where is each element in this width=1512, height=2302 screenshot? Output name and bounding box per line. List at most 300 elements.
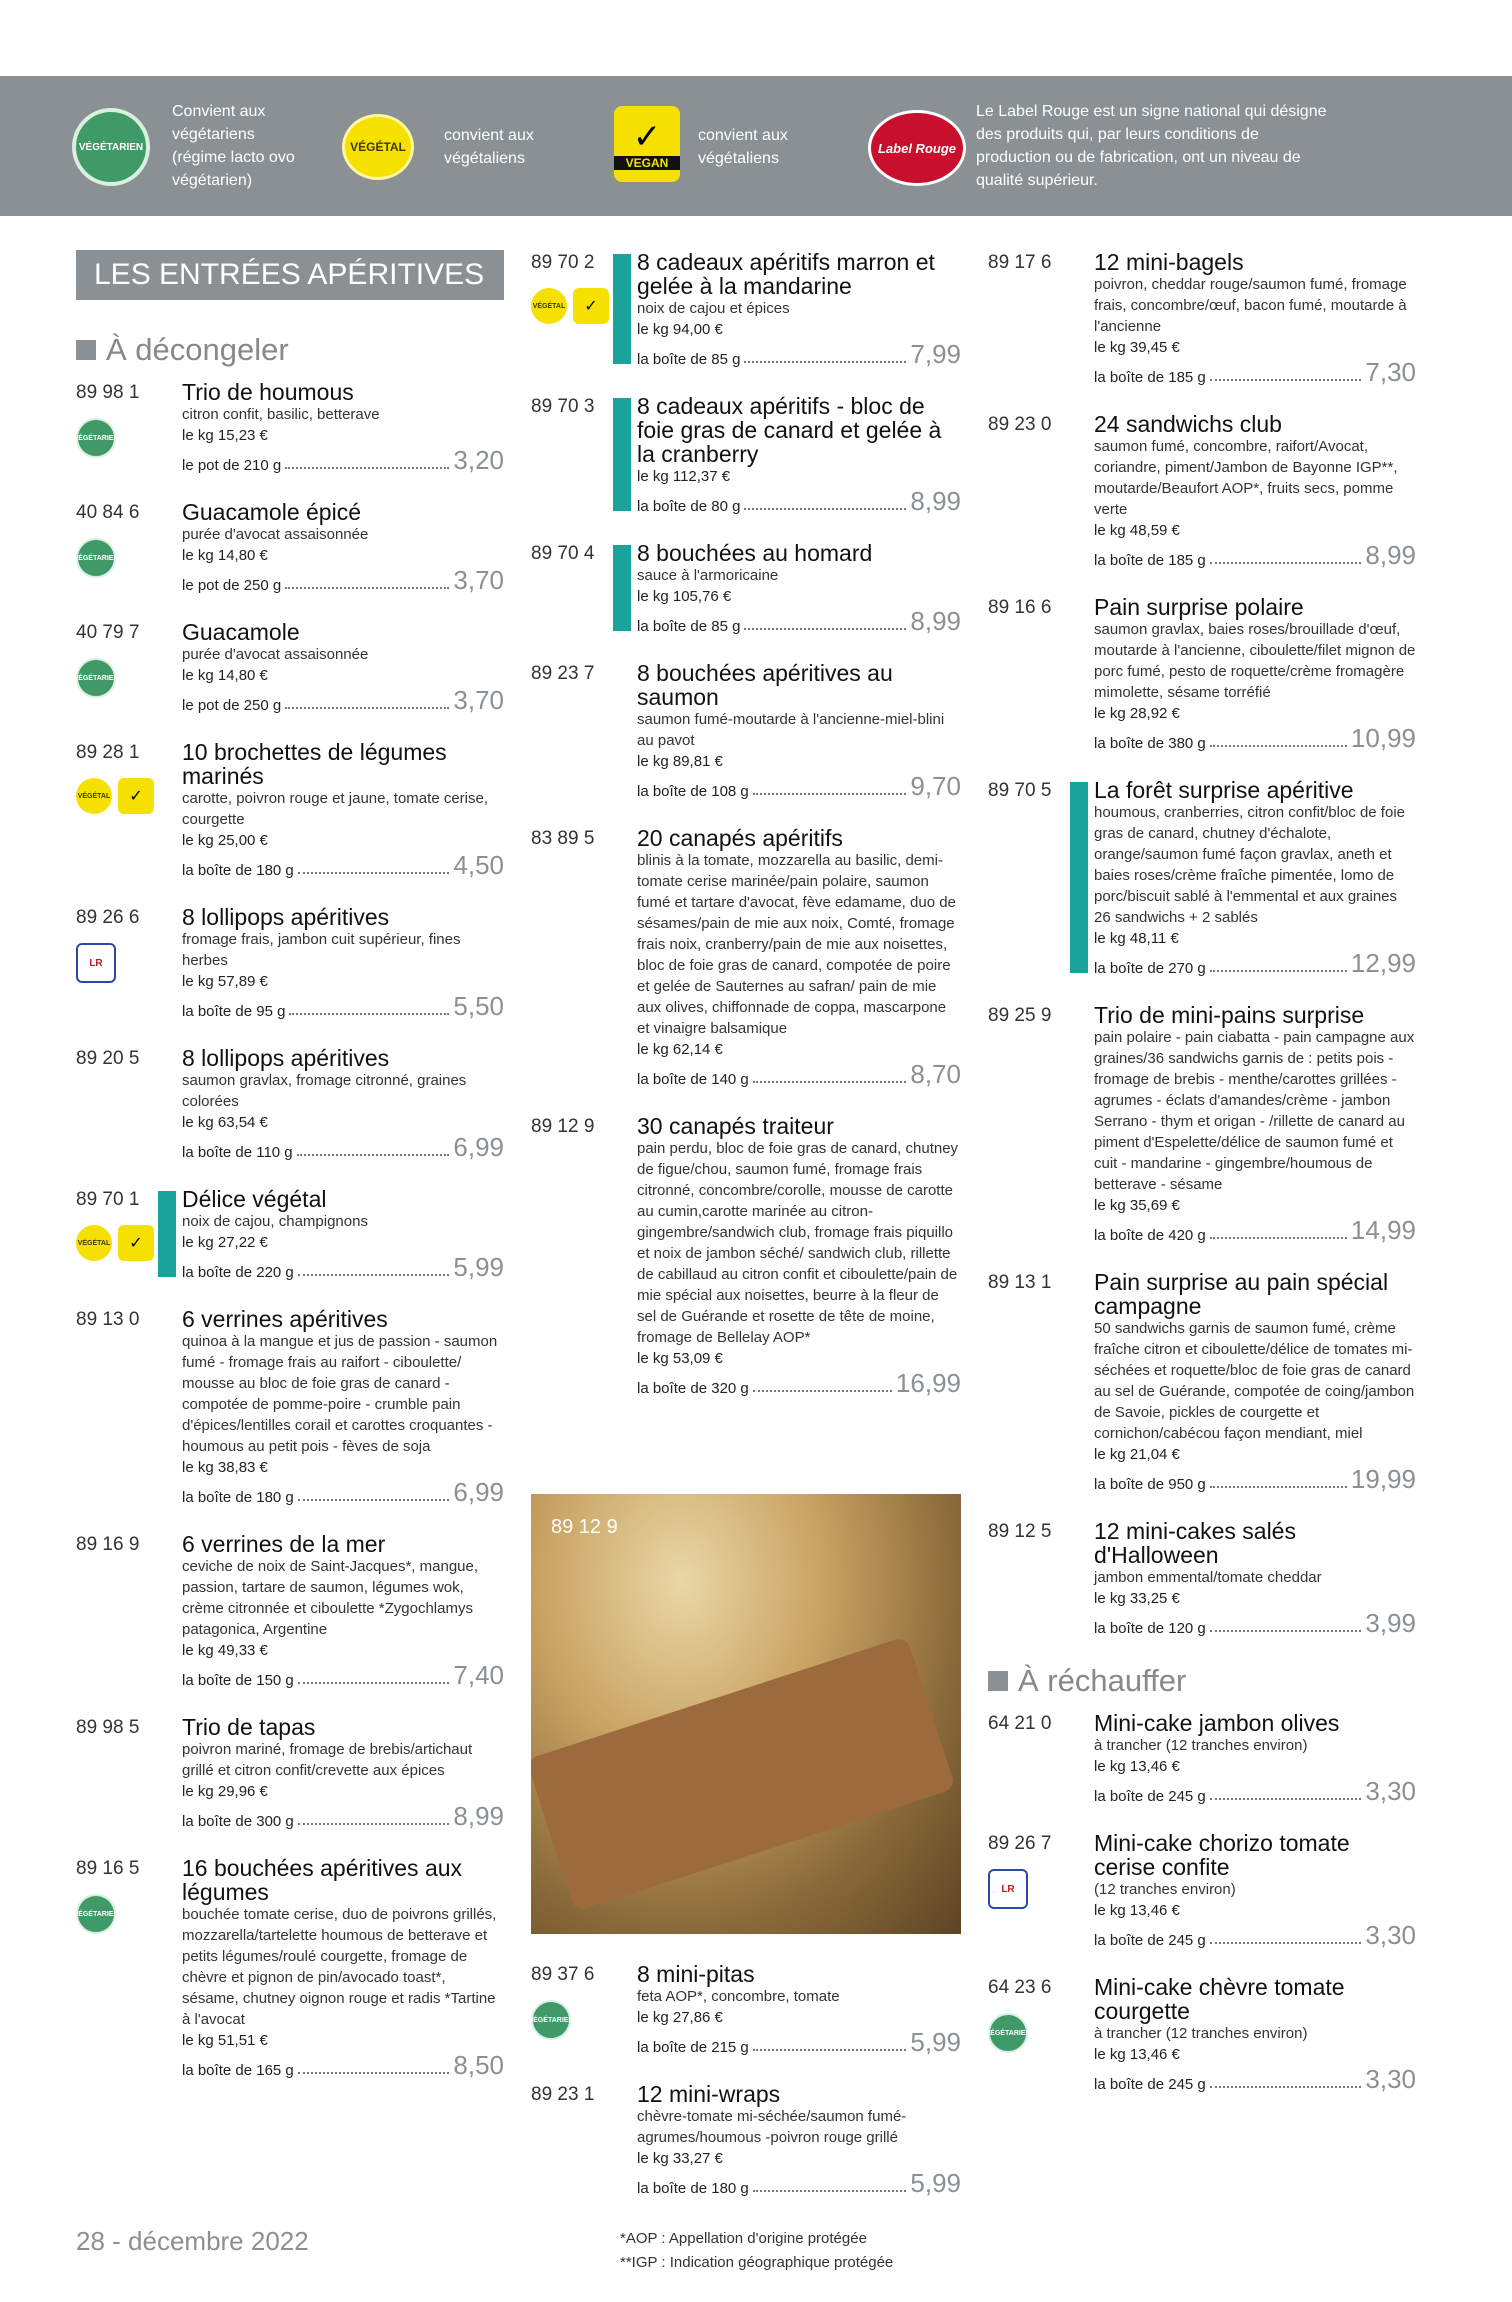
product-item — [988, 1003, 1416, 1244]
product-description: fromage frais, jambon cuit supérieur, fines herbes — [182, 931, 461, 969]
leader-dots — [1210, 379, 1362, 381]
product-price: 4,50 — [453, 850, 504, 880]
price-line — [182, 1133, 504, 1161]
product-price: 5,99 — [453, 1252, 504, 1282]
price-line — [637, 340, 961, 368]
unit-label: la boîte de 140 g — [637, 1071, 749, 1088]
leader-dots — [1210, 1942, 1362, 1944]
product-description: pain polaire - pain ciabatta - pain campagne aux graines/36 sandwichs garnis de : petits pois - fromage de brebis - menthe/carottes grillées - agrumes - éclats d'amandes/crème - jambon Serrano - thym et origan - /rillette de canard au piment d'Espelette/délice de saumon fumé et cuit - mandarine - gingembre/houmous de betterave - sésame — [1094, 1029, 1415, 1193]
leader-dots — [1210, 970, 1347, 972]
product-price: 6,99 — [453, 1477, 504, 1507]
product-title: 8 mini-pitas — [637, 1961, 755, 1987]
product-code: 89 70 1 — [76, 1189, 140, 1210]
product-title: Mini-cake chorizo tomate cerise confite — [1094, 1830, 1350, 1880]
product-description: carotte, poivron rouge et jaune, tomate cerise, courgette — [182, 790, 489, 828]
price-per-kg: le kg 51,51 € — [182, 2032, 268, 2049]
product-item — [988, 1711, 1416, 1805]
product-item — [76, 740, 504, 879]
leader-dots — [1210, 2086, 1362, 2088]
product-code: 89 16 6 — [988, 597, 1052, 618]
product-description: feta AOP*, concombre, tomate — [637, 1988, 840, 2005]
product-code: 89 12 5 — [988, 1521, 1052, 1542]
unit-label: la boîte de 80 g — [637, 498, 741, 515]
diet-icons — [73, 418, 119, 458]
leader-dots — [753, 1390, 892, 1392]
vegetarien-text: Convient aux végétariens (régime lacto ovo végétarien) — [172, 103, 295, 189]
price-line — [182, 1253, 504, 1281]
subsection-decongeler: À décongeler — [76, 332, 504, 368]
leader-dots — [753, 2190, 907, 2192]
leader-dots — [298, 872, 450, 874]
unit-label: la boîte de 950 g — [1094, 1476, 1206, 1493]
product-price: 6,99 — [453, 1132, 504, 1162]
product-item — [531, 2082, 961, 2197]
product-code: 89 26 7 — [988, 1833, 1052, 1854]
footnote-igp: **IGP : Indication géographique protégée — [620, 2254, 894, 2271]
product-list — [73, 379, 504, 2080]
product-code: 89 13 1 — [988, 1272, 1052, 1293]
product-price: 14,99 — [1350, 1215, 1416, 1245]
vegetarien-badge-icon: VÉGÉTARIEN — [72, 108, 150, 186]
price-per-kg: le kg 35,69 € — [1094, 1197, 1180, 1214]
price-per-kg: le kg 38,83 € — [182, 1459, 268, 1476]
leader-dots — [744, 361, 906, 363]
unit-label: la boîte de 110 g — [182, 1144, 293, 1161]
price-per-kg: le kg 39,45 € — [1094, 339, 1180, 356]
product-price: 8,99 — [910, 606, 961, 636]
vegetarien-icon: VÉGÉTARIEN — [76, 658, 116, 698]
product-title: Mini-cake jambon olives — [1094, 1710, 1340, 1736]
diet-icons — [76, 943, 116, 983]
product-item — [73, 379, 504, 475]
product-code: 89 26 6 — [76, 907, 140, 928]
vegan-icon: ✓ — [118, 1225, 154, 1261]
price-line — [1094, 1465, 1416, 1493]
product-item — [73, 499, 504, 595]
price-per-kg: le kg 105,76 € — [637, 588, 732, 605]
product-title: Mini-cake chèvre tomate courgette — [1094, 1974, 1345, 2024]
product-title: 8 bouchées apéritives au saumon — [637, 660, 893, 710]
product-title: 6 verrines apéritives — [182, 1306, 388, 1332]
product-price: 9,70 — [910, 771, 961, 801]
leader-dots — [298, 1682, 450, 1684]
price-per-kg: le kg 53,09 € — [637, 1350, 723, 1367]
leader-dots — [1210, 1798, 1362, 1800]
unit-label: la boîte de 150 g — [182, 1672, 294, 1689]
product-title: 12 mini-wraps — [637, 2081, 781, 2107]
price-line — [1094, 541, 1416, 569]
price-line — [182, 566, 504, 594]
product-code: 89 16 5 — [76, 1858, 140, 1879]
product-item — [531, 394, 961, 515]
product-code: 89 23 1 — [531, 2084, 595, 2105]
product-code: 64 21 0 — [988, 1713, 1052, 1734]
price-line — [182, 851, 504, 879]
product-title: 8 bouchées au homard — [637, 540, 873, 566]
product-item — [76, 1187, 504, 1281]
diet-icons — [73, 1894, 119, 1934]
price-per-kg: le kg 33,27 € — [637, 2150, 723, 2167]
unit-label: la boîte de 185 g — [1094, 552, 1206, 569]
product-item — [985, 1974, 1416, 2094]
product-description: quinoa à la mangue et jus de passion - saumon fumé - fromage frais au raifort - ciboulette/ mousse au bloc de foie gras de canard - compotée de pomme-poire - crumble pain d'épices/lentilles corail et carottes croquantes - houmous au petit pois - fèves de soja — [182, 1333, 498, 1455]
product-item — [531, 661, 961, 800]
product-code: 89 12 9 — [531, 1116, 595, 1137]
product-price: 10,99 — [1350, 723, 1416, 753]
price-line — [1094, 1921, 1416, 1949]
product-price: 3,99 — [1365, 1608, 1416, 1638]
vegetal-text: convient aux végétaliens — [444, 127, 534, 167]
product-title: 12 mini-cakes salés d'Halloween — [1094, 1518, 1296, 1568]
unit-label: le pot de 210 g — [182, 457, 282, 474]
product-description: jambon emmental/tomate cheddar — [1094, 1569, 1322, 1586]
product-title: 12 mini-bagels — [1094, 249, 1244, 275]
product-item — [988, 1519, 1416, 1637]
diet-icons — [73, 538, 119, 578]
leader-dots — [289, 1013, 449, 1015]
price-per-kg: le kg 62,14 € — [637, 1041, 723, 1058]
product-code: 89 28 1 — [76, 742, 140, 763]
column-3 — [985, 249, 1416, 2119]
leader-dots — [298, 1499, 450, 1501]
product-title: 20 canapés apéritifs — [637, 825, 843, 851]
product-item — [988, 1270, 1416, 1493]
product-description: purée d'avocat assaisonnée — [182, 526, 369, 543]
price-per-kg: le kg 14,80 € — [182, 667, 268, 684]
price-per-kg: le kg 57,89 € — [182, 973, 268, 990]
unit-label: la boîte de 215 g — [637, 2039, 749, 2056]
product-price: 3,70 — [453, 685, 504, 715]
product-description: saumon fumé-moutarde à l'ancienne-miel-blini au pavot — [637, 711, 945, 749]
price-line — [182, 1661, 504, 1689]
product-code: 89 23 0 — [988, 414, 1052, 435]
product-item — [988, 595, 1416, 752]
product-code: 89 25 9 — [988, 1005, 1052, 1026]
product-title: 6 verrines de la mer — [182, 1531, 386, 1557]
price-line — [1094, 2065, 1416, 2093]
price-line — [637, 2028, 961, 2056]
unit-label: la boîte de 180 g — [637, 2180, 749, 2197]
product-title: Guacamole — [182, 619, 300, 645]
leader-dots — [285, 587, 449, 589]
product-description: noix de cajou, champignons — [182, 1213, 368, 1230]
product-price: 7,30 — [1365, 357, 1416, 387]
unit-label: la boîte de 320 g — [637, 1380, 749, 1397]
product-code: 89 70 3 — [531, 396, 595, 417]
product-price: 8,70 — [910, 1059, 961, 1089]
vegan-icon: ✓ — [573, 288, 609, 324]
unit-label: le pot de 250 g — [182, 577, 282, 594]
vegan-badge-icon: ✓ VEGAN — [614, 106, 680, 182]
photo-code: 89 12 9 — [551, 1516, 618, 1538]
product-code: 89 70 2 — [531, 252, 595, 273]
diet-icons — [76, 1225, 154, 1261]
product-list — [528, 1961, 961, 2198]
unit-label: la boîte de 380 g — [1094, 735, 1206, 752]
unit-label: la boîte de 300 g — [182, 1813, 294, 1830]
vegetarien-icon: VÉGÉTARIEN — [76, 538, 116, 578]
price-per-kg: le kg 15,23 € — [182, 427, 268, 444]
product-code: 83 89 5 — [531, 828, 595, 849]
price-per-kg: le kg 112,37 € — [637, 468, 731, 485]
product-price: 3,30 — [1365, 1776, 1416, 1806]
product-photo — [531, 1494, 961, 1934]
product-description: ceviche de noix de Saint-Jacques*, mangue, passion, tartare de saumon, légumes wok, crème citronnée et ciboulette *Zygochlamys patagonica, Argentine — [182, 1558, 479, 1638]
price-per-kg: le kg 21,04 € — [1094, 1446, 1180, 1463]
product-code: 40 84 6 — [76, 502, 140, 523]
price-line — [1094, 724, 1416, 752]
product-title: Trio de houmous — [182, 379, 354, 405]
unit-label: la boîte de 165 g — [182, 2062, 294, 2079]
price-per-kg: le kg 14,80 € — [182, 547, 268, 564]
product-item — [988, 778, 1416, 977]
product-item — [988, 1831, 1416, 1949]
product-item — [531, 1114, 961, 1397]
subsection-rechauffer: À réchauffer — [988, 1663, 1416, 1699]
product-title: Pain surprise polaire — [1094, 594, 1304, 620]
product-title: La forêt surprise apéritive — [1094, 777, 1354, 803]
product-code: 89 17 6 — [988, 252, 1052, 273]
leader-dots — [1210, 745, 1347, 747]
product-description: purée d'avocat assaisonnée — [182, 646, 369, 663]
product-item — [76, 1532, 504, 1689]
price-per-kg: le kg 33,25 € — [1094, 1590, 1180, 1607]
leader-dots — [753, 793, 907, 795]
product-title: Délice végétal — [182, 1186, 327, 1212]
product-price: 5,99 — [910, 2168, 961, 2198]
product-price: 8,50 — [453, 2050, 504, 2080]
product-title: 16 bouchées apéritives aux légumes — [182, 1855, 463, 1905]
unit-label: la boîte de 185 g — [1094, 369, 1206, 386]
vegetal-icon: VÉGÉTAL — [531, 288, 567, 324]
price-line — [637, 1369, 961, 1397]
product-item — [528, 1961, 961, 2057]
product-title: 8 lollipops apéritives — [182, 1045, 390, 1071]
unit-label: la boîte de 85 g — [637, 618, 741, 635]
diet-icons — [531, 288, 609, 324]
product-code: 40 79 7 — [76, 622, 140, 643]
vegetarien-icon: VÉGÉTARIEN — [76, 1894, 116, 1934]
vegan-text: convient aux végétaliens — [698, 127, 788, 167]
diet-icons — [76, 778, 154, 814]
price-line — [637, 1060, 961, 1088]
product-list — [988, 250, 1416, 1637]
product-price: 12,99 — [1350, 948, 1416, 978]
unit-label: la boîte de 220 g — [182, 1264, 294, 1281]
price-per-kg: le kg 94,00 € — [637, 321, 723, 338]
leader-dots — [297, 1154, 450, 1156]
product-price: 7,40 — [453, 1660, 504, 1690]
product-description: houmous, cranberries, citron confit/bloc de foie gras de canard, chutney d'échalote, orange/saumon fumé façon gravlax, aneth et baies roses/crème fraîche pimentée, lomo de porc/biscuit sablé à l'emmental et aux graines 26 sandwichs + 2 sablés — [1094, 804, 1405, 926]
product-code: 89 13 0 — [76, 1309, 140, 1330]
product-price: 3,20 — [453, 445, 504, 475]
column-1 — [73, 250, 504, 2105]
section-title: LES ENTRÉES APÉRITIVES — [76, 250, 504, 300]
product-description: poivron, cheddar rouge/saumon fumé, fromage frais, concombre/œuf, bacon fumé, moutarde à l'ancienne — [1094, 276, 1407, 335]
leader-dots — [1210, 1486, 1347, 1488]
product-title: 10 brochettes de légumes marinés — [182, 739, 447, 789]
product-title: 24 sandwichs club — [1094, 411, 1282, 437]
product-description: sauce à l'armoricaine — [637, 567, 779, 584]
product-code: 89 98 5 — [76, 1717, 140, 1738]
vegetarien-icon: VÉGÉTARIEN — [988, 2013, 1028, 2053]
leader-dots — [744, 508, 906, 510]
leader-dots — [285, 707, 449, 709]
price-per-kg: le kg 89,81 € — [637, 753, 723, 770]
price-per-kg: le kg 25,00 € — [182, 832, 268, 849]
unit-label: la boîte de 270 g — [1094, 960, 1206, 977]
leader-dots — [298, 1274, 450, 1276]
product-code: 89 70 4 — [531, 543, 595, 564]
price-line — [1094, 949, 1416, 977]
product-title: 8 cadeaux apéritifs - bloc de foie gras de canard et gelée à la cranberry — [637, 393, 942, 467]
diet-icons — [985, 2013, 1031, 2053]
product-item — [76, 1046, 504, 1161]
product-code: 89 37 6 — [531, 1964, 595, 1985]
price-per-kg: le kg 13,46 € — [1094, 2046, 1180, 2063]
page-footer: 28 - décembre 2022 — [76, 2226, 309, 2256]
product-description: blinis à la tomate, mozzarella au basilic, demi-tomate cerise marinée/pain polaire, saumon fumé et tartare d'avocat, fève edamame, duo de sésames/pain de mie aux noix, Comté, fromage frais noix, cranberry/pain de mie aux noisettes, bloc de foie gras de canard, compotée de poire et gelée de Sauternes au safran/ pain de mie aux olives, chiffonnade de coppa, mascarpone et vinaigre balsamique — [637, 852, 956, 1037]
price-per-kg: le kg 28,92 € — [1094, 705, 1180, 722]
product-code: 64 23 6 — [988, 1977, 1052, 1998]
product-description: saumon fumé, concombre, raifort/Avocat, coriandre, piment/Jambon de Bayonne IGP**, moutarde/Beaufort AOP*, fruits secs, pomme verte — [1094, 438, 1398, 518]
product-list — [531, 250, 961, 1397]
product-price: 8,99 — [910, 486, 961, 516]
label-rouge-badge-icon: Label Rouge — [868, 110, 966, 186]
price-line — [182, 446, 504, 474]
product-price: 7,99 — [910, 339, 961, 369]
price-line — [182, 2051, 504, 2079]
price-line — [1094, 1777, 1416, 1805]
price-line — [1094, 1609, 1416, 1637]
price-line — [1094, 1216, 1416, 1244]
diet-icons — [73, 658, 119, 698]
price-per-kg: le kg 48,59 € — [1094, 522, 1180, 539]
product-price: 3,70 — [453, 565, 504, 595]
product-description: chèvre-tomate mi-séchée/saumon fumé-agrumes/houmous -poivron rouge grillé — [637, 2108, 907, 2146]
product-description: à trancher (12 tranches environ) — [1094, 1737, 1308, 1754]
product-price: 8,99 — [453, 1801, 504, 1831]
price-per-kg: le kg 63,54 € — [182, 1114, 268, 1131]
product-title: Guacamole épicé — [182, 499, 361, 525]
unit-label: la boîte de 180 g — [182, 862, 294, 879]
product-title: 8 lollipops apéritives — [182, 904, 390, 930]
leader-dots — [744, 628, 906, 630]
price-line — [637, 607, 961, 635]
product-item — [988, 412, 1416, 569]
product-title: Trio de tapas — [182, 1714, 316, 1740]
price-line — [1094, 358, 1416, 386]
price-line — [182, 1802, 504, 1830]
leader-dots — [753, 2049, 907, 2051]
vegetal-icon: VÉGÉTAL — [76, 778, 112, 814]
unit-label: la boîte de 120 g — [1094, 1620, 1206, 1637]
footnote-aop: *AOP : Appellation d'origine protégée — [620, 2230, 867, 2247]
unit-label: la boîte de 180 g — [182, 1489, 294, 1506]
square-icon — [988, 1671, 1008, 1691]
price-per-kg: le kg 49,33 € — [182, 1642, 268, 1659]
product-code: 89 20 5 — [76, 1048, 140, 1069]
price-line — [182, 686, 504, 714]
vegetal-icon: VÉGÉTAL — [76, 1225, 112, 1261]
unit-label: le pot de 250 g — [182, 697, 282, 714]
price-per-kg: le kg 13,46 € — [1094, 1758, 1180, 1775]
leader-dots — [298, 1823, 450, 1825]
unit-label: la boîte de 95 g — [182, 1003, 286, 1020]
product-description: bouchée tomate cerise, duo de poivrons grillés, mozzarella/tartelette houmous de betterave et petits légumes/roulé courgette, fromage de chèvre et pignon de pin/avocado toast*, sésame, chutney oignon rouge et radis *Tartine à l'avocat — [182, 1906, 497, 2028]
vegetarien-icon: VÉGÉTARIEN — [531, 2000, 571, 2040]
product-item — [73, 1855, 504, 2080]
product-item — [531, 541, 961, 635]
product-description: saumon gravlax, baies roses/brouillade d'œuf, moutarde à l'ancienne, ciboulette/filet mignon de porc fumé, pesto de roquette/crème fromagère mimolette, sésame torréfié — [1094, 621, 1416, 701]
vegetarien-icon: VÉGÉTARIEN — [76, 418, 116, 458]
label-rouge-icon: LR — [988, 1869, 1028, 1909]
price-per-kg: le kg 27,22 € — [182, 1234, 268, 1251]
price-per-kg: le kg 48,11 € — [1094, 930, 1179, 947]
product-price: 3,30 — [1365, 1920, 1416, 1950]
leader-dots — [1210, 562, 1362, 564]
serving-board — [531, 1636, 956, 1912]
unit-label: la boîte de 245 g — [1094, 1788, 1206, 1805]
square-icon — [76, 340, 96, 360]
product-code: 89 23 7 — [531, 663, 595, 684]
product-item — [988, 250, 1416, 386]
product-description: saumon gravlax, fromage citronné, graines colorées — [182, 1072, 467, 1110]
price-line — [182, 992, 504, 1020]
price-line — [637, 772, 961, 800]
leader-dots — [1210, 1237, 1347, 1239]
product-title: Trio de mini-pains surprise — [1094, 1002, 1365, 1028]
product-description: poivron mariné, fromage de brebis/artichaut grillé et citron confit/crevette aux épices — [182, 1741, 473, 1779]
price-per-kg: le kg 13,46 € — [1094, 1902, 1180, 1919]
product-item — [531, 250, 961, 368]
unit-label: la boîte de 85 g — [637, 351, 741, 368]
product-item — [531, 826, 961, 1088]
column-2 — [531, 250, 961, 1423]
product-item — [76, 905, 504, 1020]
unit-label: la boîte de 245 g — [1094, 2076, 1206, 2093]
product-code: 89 98 1 — [76, 382, 140, 403]
vegan-icon: ✓ — [118, 778, 154, 814]
product-title: Pain surprise au pain spécial campagne — [1094, 1269, 1389, 1319]
product-description: à trancher (12 tranches environ) — [1094, 2025, 1308, 2042]
price-per-kg: le kg 27,86 € — [637, 2009, 723, 2026]
column-2-bottom — [528, 1961, 961, 2223]
product-description: (12 tranches environ) — [1094, 1881, 1236, 1898]
product-description: citron confit, basilic, betterave — [182, 406, 380, 423]
unit-label: la boîte de 245 g — [1094, 1932, 1206, 1949]
label-banner — [0, 76, 1512, 216]
product-item — [73, 619, 504, 715]
product-price: 8,99 — [1365, 540, 1416, 570]
product-list — [985, 1710, 1416, 2094]
unit-label: la boîte de 420 g — [1094, 1227, 1206, 1244]
unit-label: la boîte de 108 g — [637, 783, 749, 800]
leader-dots — [753, 1081, 907, 1083]
product-price: 3,30 — [1365, 2064, 1416, 2094]
product-description: pain perdu, bloc de foie gras de canard, chutney de figue/chou, saumon fumé, fromage frais citronné, concombre/corolle, mousse de carotte au cumin,carotte marinée au citron-gingembre/sandwich club, fromage frais piquillo et noix de jambon séché/ sandwich club, rillette de cabillaud au citron confit et ciboulette/pain de mie spécial aux noisettes, beurre à la fleur de sel de Guérande et rosette de tête de moine, fromage de Bellelay AOP* — [637, 1140, 959, 1346]
product-description: 50 sandwichs garnis de saumon fumé, crème fraîche citron et ciboulette/délice de tomates mi-séchées et roquette/bloc de foie gras de canard au sel de Guérande, compotée de coing/jambon de Savoie, pickles de courgette et cornichon/cabécou façon mendiant, miel — [1094, 1320, 1415, 1442]
product-price: 5,50 — [453, 991, 504, 1021]
vegetal-badge-icon: VÉGÉTAL — [342, 114, 414, 180]
product-code: 89 70 5 — [988, 780, 1052, 801]
product-code: 89 16 9 — [76, 1534, 140, 1555]
price-line — [637, 487, 961, 515]
label-rouge-text: Le Label Rouge est un signe national qui désigne des produits qui, par leurs conditions de production ou de fabrication, ont un niveau de qualité supérieur. — [976, 103, 1327, 189]
diet-icons — [988, 1869, 1028, 1909]
leader-dots — [1210, 1630, 1362, 1632]
leader-dots — [298, 2072, 450, 2074]
